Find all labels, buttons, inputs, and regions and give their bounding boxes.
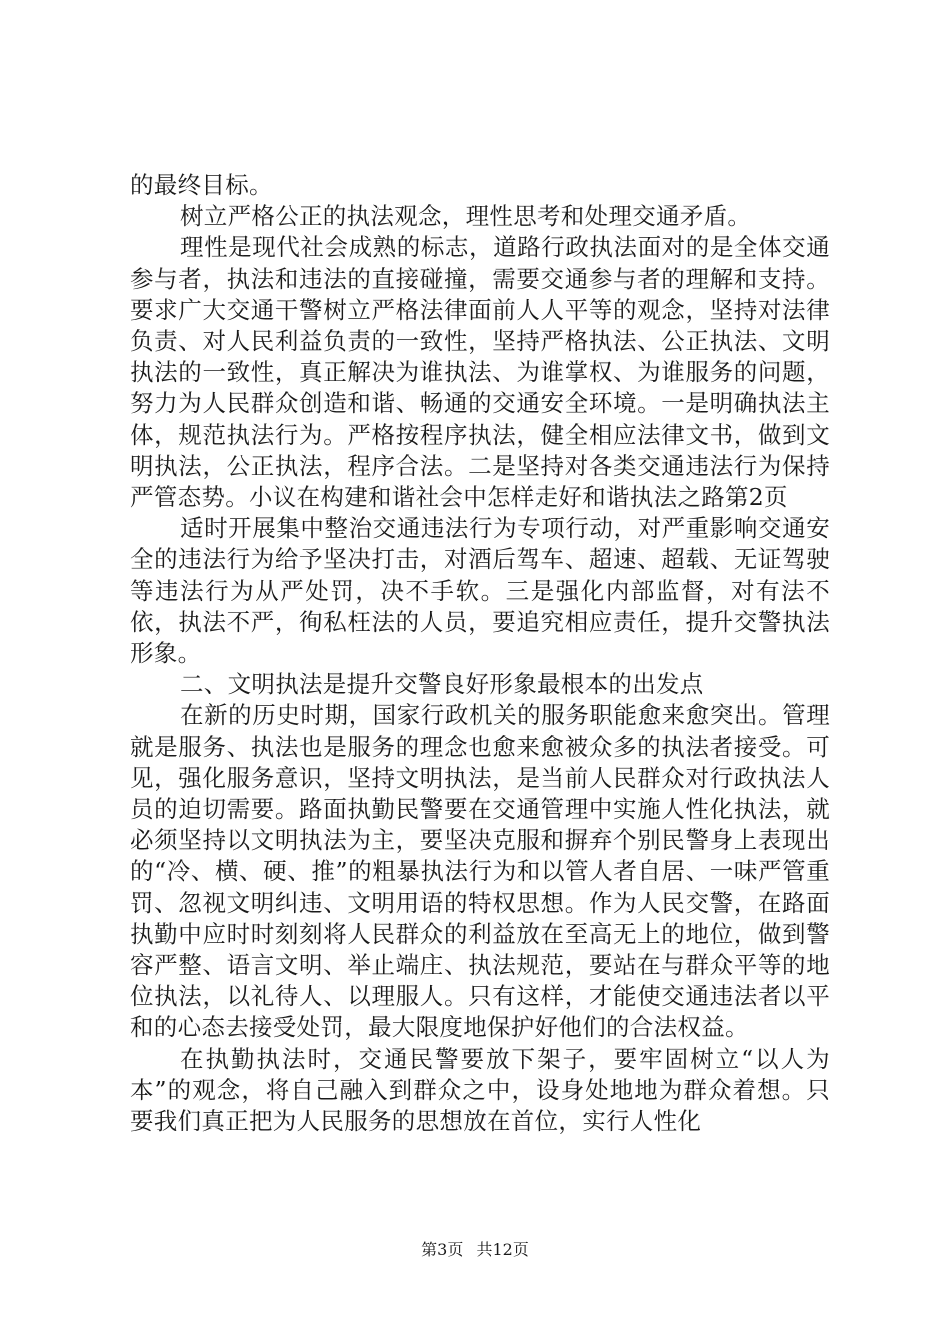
paragraph-continuation: 的最终目标。 — [130, 171, 273, 199]
paragraph-special-action: 适时开展集中整治交通违法行为专项行动，对严重影响交通安全的违法行为给予坚决打击，对酒后驾车、超速、超载、无证驾驶等违法行为从严处罚，决不手软。三是强化内部监督，对有法不依，执法不严，徇私枉法的人员，要追究相应责任，提升交警执法形象。 — [130, 514, 830, 668]
section-heading-civilized-enforcement: 二、文明执法是提升交警良好形象最根本的出发点 — [180, 670, 704, 699]
page-number: 第3页 — [421, 1240, 464, 1259]
page-footer — [0, 1240, 950, 1260]
page-total: 共12页 — [476, 1240, 529, 1259]
paragraph-heading-rational: 树立严格公正的执法观念，理性思考和处理交通矛盾。 — [180, 202, 752, 231]
paragraph-rationality: 理性是现代社会成熟的标志，道路行政执法面对的是全体交通参与者，执法和违法的直接碰撞，需要交通参与者的理解和支持。要求广大交通干警树立严格法律面前人人平等的观念，坚持对法律负责、对人民利益负责的一致性，坚持严格执法、公正执法、文明执法的一致性，真正解决为谁执法、为谁掌权、为谁服务的问题，努力为人民群众创造和谐、畅通的交通安全环境。一是明确执法主体，规范执法行为。严格按程序执法，健全相应法律文书，做到文明执法，公正执法，程序合法。二是坚持对各类交通违法行为保持严管态势。小议在构建和谐社会中怎样走好和谐执法之路第2页 — [130, 233, 830, 512]
paragraph-service-function: 在新的历史时期，国家行政机关的服务职能愈来愈突出。管理就是服务、执法也是服务的理念也愈来愈被众多的执法者接受。可见，强化服务意识，坚持文明执法，是当前人民群众对行政执法人员的迫切需要。路面执勤民警要在交通管理中实施人性化执法，就必须坚持以文明执法为主，要坚决克服和摒弃个别民警身上表现出的“冷、横、硬、推”的粗暴执法行为和以管人者自居、一味严管重罚、忽视文明纠违、文明用语的特权思想。作为人民交警，在路面执勤中应时时刻刻将人民群众的利益放在至高无上的地位，做到警容严整、语言文明、举止端庄、执法规范，要站在与群众平等的地位执法，以礼待人、以理服人。只有这样，才能使交通违法者以平和的心态去接受处罚，最大限度地保护好他们的合法权益。 — [130, 701, 830, 1042]
paragraph-people-oriented: 在执勤执法时，交通民警要放下架子，要牢固树立“以人为本”的观念，将自己融入到群众之中，设身处地地为群众着想。只要我们真正把为人民服务的思想放在首位，实行人性化 — [130, 1044, 830, 1136]
document-body — [130, 170, 830, 1137]
